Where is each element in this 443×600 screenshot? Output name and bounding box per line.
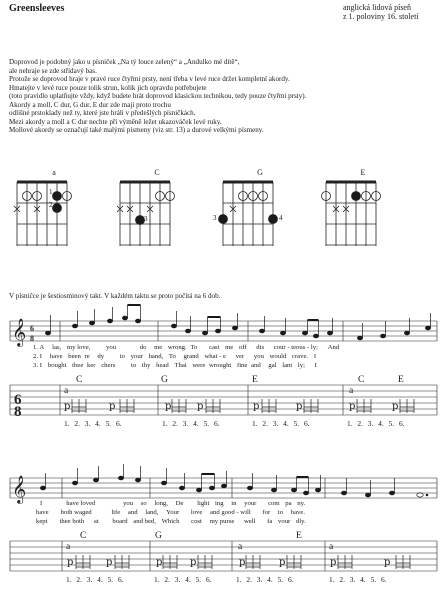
tab-chord-a: a — [66, 542, 71, 552]
beat-count: 1. 2. 3. 4. 5. 6. — [64, 419, 122, 428]
chord-diagram-c — [120, 182, 170, 246]
chord-name-e: E — [360, 168, 366, 177]
chord-diagram-e — [326, 182, 376, 246]
lyric-verse-2: have both waged life and land, Your love and good - will for to have. — [36, 509, 306, 516]
time-signature-top: 6 — [30, 324, 34, 333]
song-title: Greensleeves — [9, 3, 65, 14]
tab-staff-1 — [10, 385, 437, 415]
tab-chord-e: E — [398, 375, 404, 385]
intro-line: (toto pravidlo uplatňujte vždy, když budete hrát doprovod klasickou technikou, tedy pouze čtyřmi prsty). — [9, 92, 307, 101]
chord-markers-e — [322, 192, 381, 213]
lyric-verse-1: 1. A las, my love, you do me wrong. To cast me off dis cour - teous - ly; And — [33, 344, 340, 351]
tab-chord-e: E — [296, 531, 302, 541]
treble-clef-icon: 𝄞 — [12, 318, 27, 346]
lyric-verse-3: kept thee both at board and bed, Which cost my purse well fa vour dly. — [36, 518, 306, 525]
beat-count: 1. 2. 3. 4. 5. 6. — [236, 575, 294, 584]
treble-clef-icon: 𝄞 — [12, 475, 27, 503]
origin-line-2: z 1. poloviny 16. století — [343, 12, 419, 21]
svg-text:p: p — [109, 401, 116, 412]
finger-number: 1 — [49, 188, 53, 196]
tab-chord-a: a — [329, 542, 334, 552]
lyric-verse-3: 3. I bought thee ker chers to thy head That were wrought fine and gal lant ly; I — [33, 362, 317, 369]
chord-name-g: G — [257, 168, 263, 177]
svg-text:p: p — [330, 557, 337, 568]
tab-bass-1 — [64, 401, 398, 412]
svg-text:p: p — [197, 401, 204, 412]
tab-bass-2 — [67, 557, 390, 568]
tab-chord-g: G — [155, 531, 162, 541]
intro-line: Mezi akordy a moll a C dur nechte při výměně ležet ukazováček levé ruky. — [9, 117, 222, 126]
tab-chord-a: a — [238, 542, 243, 552]
chord-name-c: C — [154, 168, 160, 177]
lyric-verse-1: I have loved you so long, De light ing in your com pa ny. — [40, 500, 306, 507]
finger-number: 3 — [144, 215, 148, 223]
finger-number: 4 — [279, 214, 283, 222]
notes-2 — [40, 464, 428, 497]
svg-text:p: p — [253, 401, 260, 412]
notes-1 — [45, 305, 430, 340]
intro-line: Hmatejte v levé ruce pouze tolik strun, kolik jich opravdu potřebujete — [9, 83, 207, 92]
svg-text:p: p — [392, 401, 399, 412]
chord-diagram-g — [223, 182, 273, 246]
svg-text:p: p — [165, 401, 172, 412]
svg-text:p: p — [156, 557, 163, 568]
tab-chord-c: C — [358, 375, 365, 385]
tab-staff-2 — [10, 541, 437, 571]
intro-line: Doprovod je podobný jako u písniček „Na tý louce zelený“ a „Andulko mé dítě“, — [9, 58, 240, 66]
chord-markers-a — [14, 192, 72, 213]
tab-stems-1 — [72, 399, 414, 413]
svg-text:p: p — [67, 557, 74, 568]
time-signature-note: V písničce je šestiosminový takt. V každém taktu se proto počítá na 6 dob. — [9, 292, 221, 300]
time-signature-bottom: 8 — [30, 334, 34, 343]
svg-text:p: p — [64, 401, 71, 412]
beat-count: 1. 2. 3. 4. 5. 6. — [154, 575, 212, 584]
beat-count: 1. 2. 3. 4. 5. 6. — [347, 419, 405, 428]
svg-text:p: p — [296, 401, 303, 412]
intro-line: odlišné prstoklady než ty, které jste hráli v předešlých písničkách. — [9, 109, 196, 118]
beat-count: 1. 2. 3. 4. 5. 6. — [162, 419, 220, 428]
svg-text:p: p — [384, 557, 391, 568]
intro-line: ale nehraje se zde střídavý bas. — [9, 66, 97, 75]
lyric-verse-2: 2. I have been re dy to your hand, To grand what - e ver you would crave. I — [33, 353, 317, 360]
tab-time-bottom: 8 — [14, 404, 22, 420]
svg-text:p: p — [190, 557, 197, 568]
tab-chord-c: C — [80, 531, 87, 541]
intro-line: Mollové akordy se označují také malými písmeny (viz str. 13) a durové velkými písmeny. — [9, 126, 264, 135]
finger-number: 3 — [213, 214, 217, 222]
tab-chord-e: E — [252, 375, 258, 385]
tab-chord-a: a — [349, 386, 354, 396]
beat-count: 1. 2. 3. 4. 5. 6. — [66, 575, 124, 584]
intro-line: Protože se doprovod hraje v pravé ruce čtyřmi prsty, není třeba v levé ruce držet kompletní akordy. — [9, 75, 290, 84]
chord-diagram-a — [17, 182, 67, 246]
beat-count: 1. 2. 3. 4. 5. 6. — [329, 575, 387, 584]
finger-number: 2 — [49, 201, 53, 209]
svg-text:p: p — [106, 557, 113, 568]
tab-chord-g: G — [161, 375, 168, 385]
svg-text:p: p — [239, 557, 246, 568]
svg-text:p: p — [279, 557, 286, 568]
chord-markers-g — [219, 192, 278, 224]
intro-line: Akordy a moll, C dur, G dur, E dur zde mají proto trochu — [9, 100, 171, 109]
chord-name-a: a — [52, 168, 56, 177]
tab-chord-c: C — [76, 375, 83, 385]
beat-count: 1. 2. 3. 4. 5. 6. — [252, 419, 310, 428]
svg-text:p: p — [349, 401, 356, 412]
tab-time-top: 6 — [14, 392, 22, 408]
origin-line-1: anglická lidová píseň — [343, 3, 411, 12]
tab-chord-a: a — [64, 386, 69, 396]
